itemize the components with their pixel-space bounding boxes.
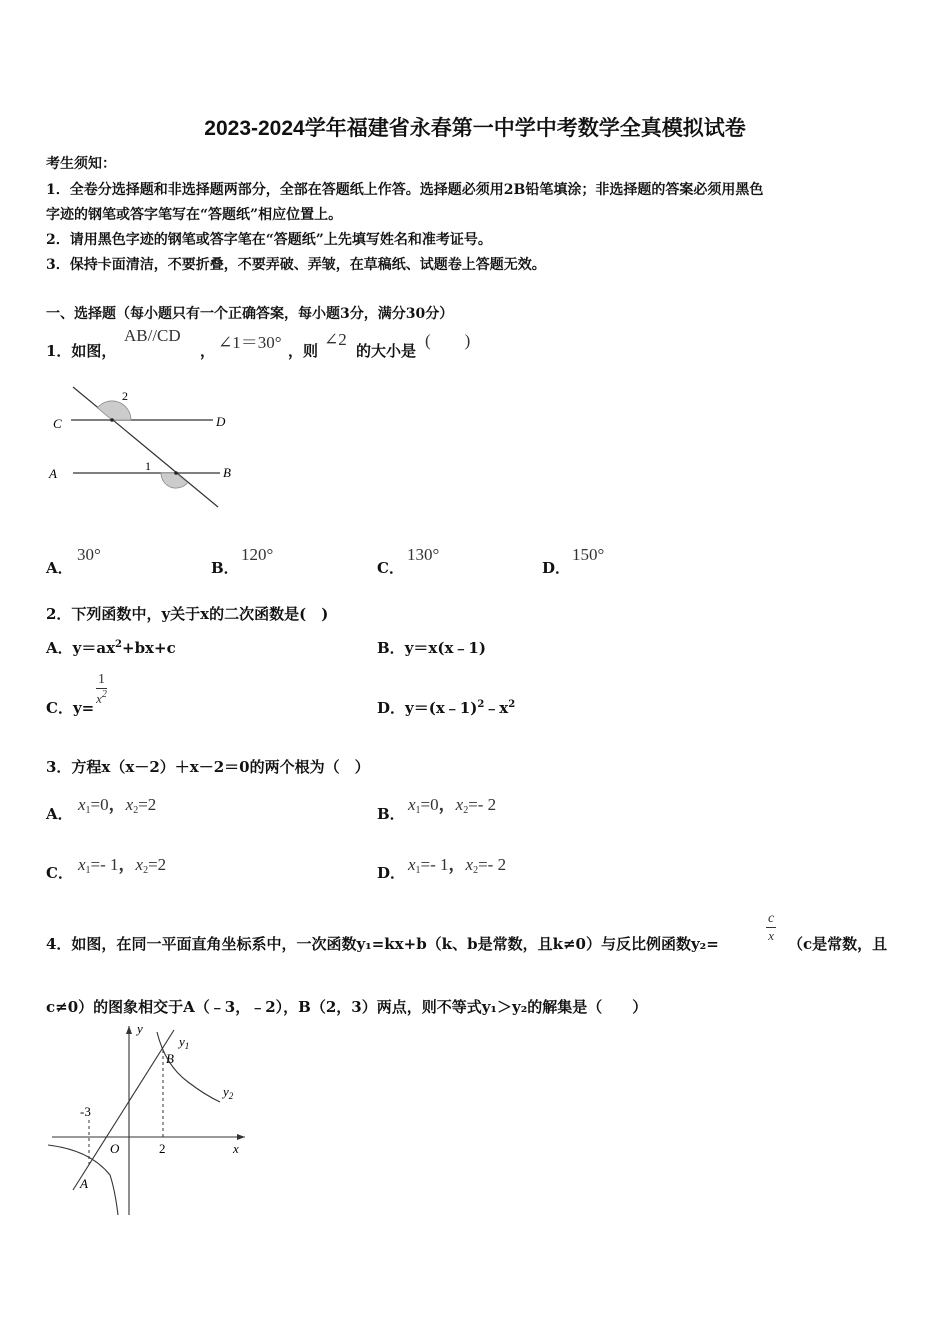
q1-figure — [45, 380, 235, 515]
y-axis-label: y — [137, 1021, 143, 1036]
option-letter: D． — [377, 699, 406, 717]
formula: y＝ax — [72, 639, 116, 657]
var: x — [408, 795, 416, 814]
formula-tail: +bx+c — [122, 639, 176, 657]
q1-comma: ， — [200, 342, 216, 360]
y1-label — [177, 1034, 189, 1051]
y2-text: y — [223, 1084, 229, 1099]
q1-option-a-letter: A． — [46, 559, 73, 577]
var: x — [78, 795, 86, 814]
numerator: c — [768, 911, 775, 926]
exponent: 2 — [477, 699, 485, 710]
q1-option-a-value: 30° — [77, 545, 101, 564]
page-title: 2023-2024学年福建省永春第一中学中考数学全真模拟试卷 — [204, 117, 746, 140]
notice-heading: 考生须知： — [46, 156, 116, 172]
label-2: 2 — [122, 389, 128, 403]
q1-angle2: ∠2 — [324, 330, 347, 349]
q1-option-c-letter: C． — [377, 559, 404, 577]
q4-line1: 4．如图，在同一平面直角坐标系中，一次函数y₁=kx+b（k、b是常数，且k≠0）与反比例函数y₂= — [46, 935, 719, 953]
q1-then: ，则 — [288, 342, 319, 360]
notice-item: 2．请用黑色字迹的钢笔或答字笔在“答题纸”上先填写姓名和准考证号。 — [46, 232, 492, 248]
q3-option-b — [408, 790, 496, 816]
q2-stem: 2．下列函数中，y关于x的二次函数是( ) — [46, 605, 329, 623]
q2-option-a — [46, 637, 176, 658]
tick-2: 2 — [159, 1141, 166, 1156]
q3-option-d — [408, 850, 506, 876]
tick-neg3: -3 — [80, 1104, 91, 1119]
q4-figure — [40, 1020, 255, 1220]
value: =- 1 — [420, 855, 449, 874]
angle-1-arc — [161, 473, 188, 488]
value: =0 — [90, 795, 109, 814]
var: x — [455, 795, 464, 814]
origin-label: O — [110, 1141, 120, 1156]
var: x — [78, 855, 86, 874]
formula: y＝(x﹣1) — [405, 699, 478, 717]
formula: y＝x(x﹣1) — [404, 639, 486, 657]
value: =2 — [138, 795, 157, 814]
denominator: x — [768, 928, 774, 943]
subscript: 2 — [133, 805, 139, 816]
var: x — [135, 855, 144, 874]
q3-option-a-letter: A． — [46, 805, 73, 823]
value: =2 — [148, 855, 167, 874]
transversal — [73, 387, 218, 507]
q1-prefix: 1．如图， — [46, 342, 117, 360]
q3-option-b-letter: B． — [377, 805, 405, 823]
q4-line1-tail: （c是常数，且 — [788, 935, 888, 953]
label-c: C — [53, 416, 62, 431]
exponent: 2 — [115, 639, 122, 650]
y1-text: y — [179, 1034, 185, 1049]
label-b: B — [223, 465, 231, 480]
var: x — [125, 795, 134, 814]
subscript: 2 — [473, 865, 479, 876]
value: =- 2 — [478, 855, 507, 874]
point — [174, 471, 178, 475]
label-a: A — [49, 466, 57, 481]
q3-option-a — [78, 790, 156, 816]
notice-item: 3．保持卡面清洁，不要折叠，不要弄破、弄皱，在草稿纸、试题卷上答题无效。 — [46, 257, 546, 273]
angle-2-arc — [97, 401, 131, 420]
q1-option-d-letter: D． — [542, 559, 571, 577]
q1-stem — [46, 340, 116, 361]
sep: ， — [448, 855, 466, 874]
formula: y= — [72, 699, 95, 717]
q2-option-b — [377, 637, 486, 658]
q1-cond2: ∠1＝30° — [218, 333, 282, 352]
var: x — [408, 855, 416, 874]
option-letter: C． — [46, 699, 73, 717]
q3-option-c — [78, 850, 166, 876]
notice-item: 字迹的钢笔或答字笔写在“答题纸”相应位置上。 — [46, 207, 343, 223]
var: x — [465, 855, 474, 874]
sep: ， — [438, 795, 456, 814]
section-heading: 一、选择题（每小题只有一个正确答案，每小题3分，满分30分） — [46, 306, 454, 322]
point-a-label: A — [80, 1176, 88, 1191]
point — [110, 418, 114, 422]
x-axis-arrow — [237, 1134, 245, 1140]
subscript: 1 — [415, 805, 421, 816]
q3-option-c-letter: C． — [46, 864, 73, 882]
q2-option-c — [46, 697, 94, 718]
q1-paren: ( ) — [425, 331, 471, 350]
exponent: 2 — [101, 689, 107, 700]
sep: ， — [118, 855, 136, 874]
value: =- 2 — [468, 795, 497, 814]
y1-subscript: 1 — [184, 1041, 190, 1051]
q2-option-d — [377, 697, 515, 718]
value: =0 — [420, 795, 439, 814]
q1-option-b-letter: B． — [211, 559, 239, 577]
subscript: 2 — [143, 865, 149, 876]
q1-option-b-value: 120° — [241, 545, 274, 564]
subscript: 1 — [415, 865, 421, 876]
numerator: 1 — [98, 672, 105, 687]
y2-subscript: 2 — [228, 1091, 234, 1101]
sep: ， — [108, 795, 126, 814]
subscript: 2 — [463, 805, 469, 816]
formula-tail: ﹣x — [484, 699, 509, 717]
q3-stem: 3．方程x（x－2）＋x－2＝0的两个根为（ ） — [46, 758, 370, 776]
option-letter: A． — [46, 639, 73, 657]
label-d: D — [216, 414, 226, 429]
q1-option-c-value: 130° — [407, 545, 440, 564]
point-b-label: B — [166, 1051, 174, 1066]
value: =- 1 — [90, 855, 119, 874]
q3-option-d-letter: D． — [377, 864, 406, 882]
y-axis-arrow — [126, 1026, 132, 1034]
label-1: 1 — [145, 459, 151, 473]
y2-label — [221, 1084, 234, 1101]
q1-cond1: AB//CD — [124, 326, 181, 345]
q1-option-d-value: 150° — [572, 545, 605, 564]
x-axis-label: x — [233, 1141, 239, 1156]
subscript: 1 — [85, 805, 91, 816]
exponent: 2 — [508, 699, 516, 710]
denominator: x — [96, 691, 102, 706]
subscript: 1 — [85, 865, 91, 876]
option-letter: B． — [377, 639, 405, 657]
q2-option-c-fraction — [96, 672, 107, 707]
q1-suffix: 的大小是 — [356, 342, 417, 360]
q4-line2: c≠0）的图象相交于A（﹣3，﹣2），B（2，3）两点，则不等式y₁＞y₂的解集是（ ） — [46, 998, 648, 1016]
notice-item: 1．全卷分选择题和非选择题两部分，全部在答题纸上作答。选择题必须用2B铅笔填涂；非选择题的答案必须用黑色 — [46, 182, 764, 198]
q4-fraction — [766, 911, 776, 944]
